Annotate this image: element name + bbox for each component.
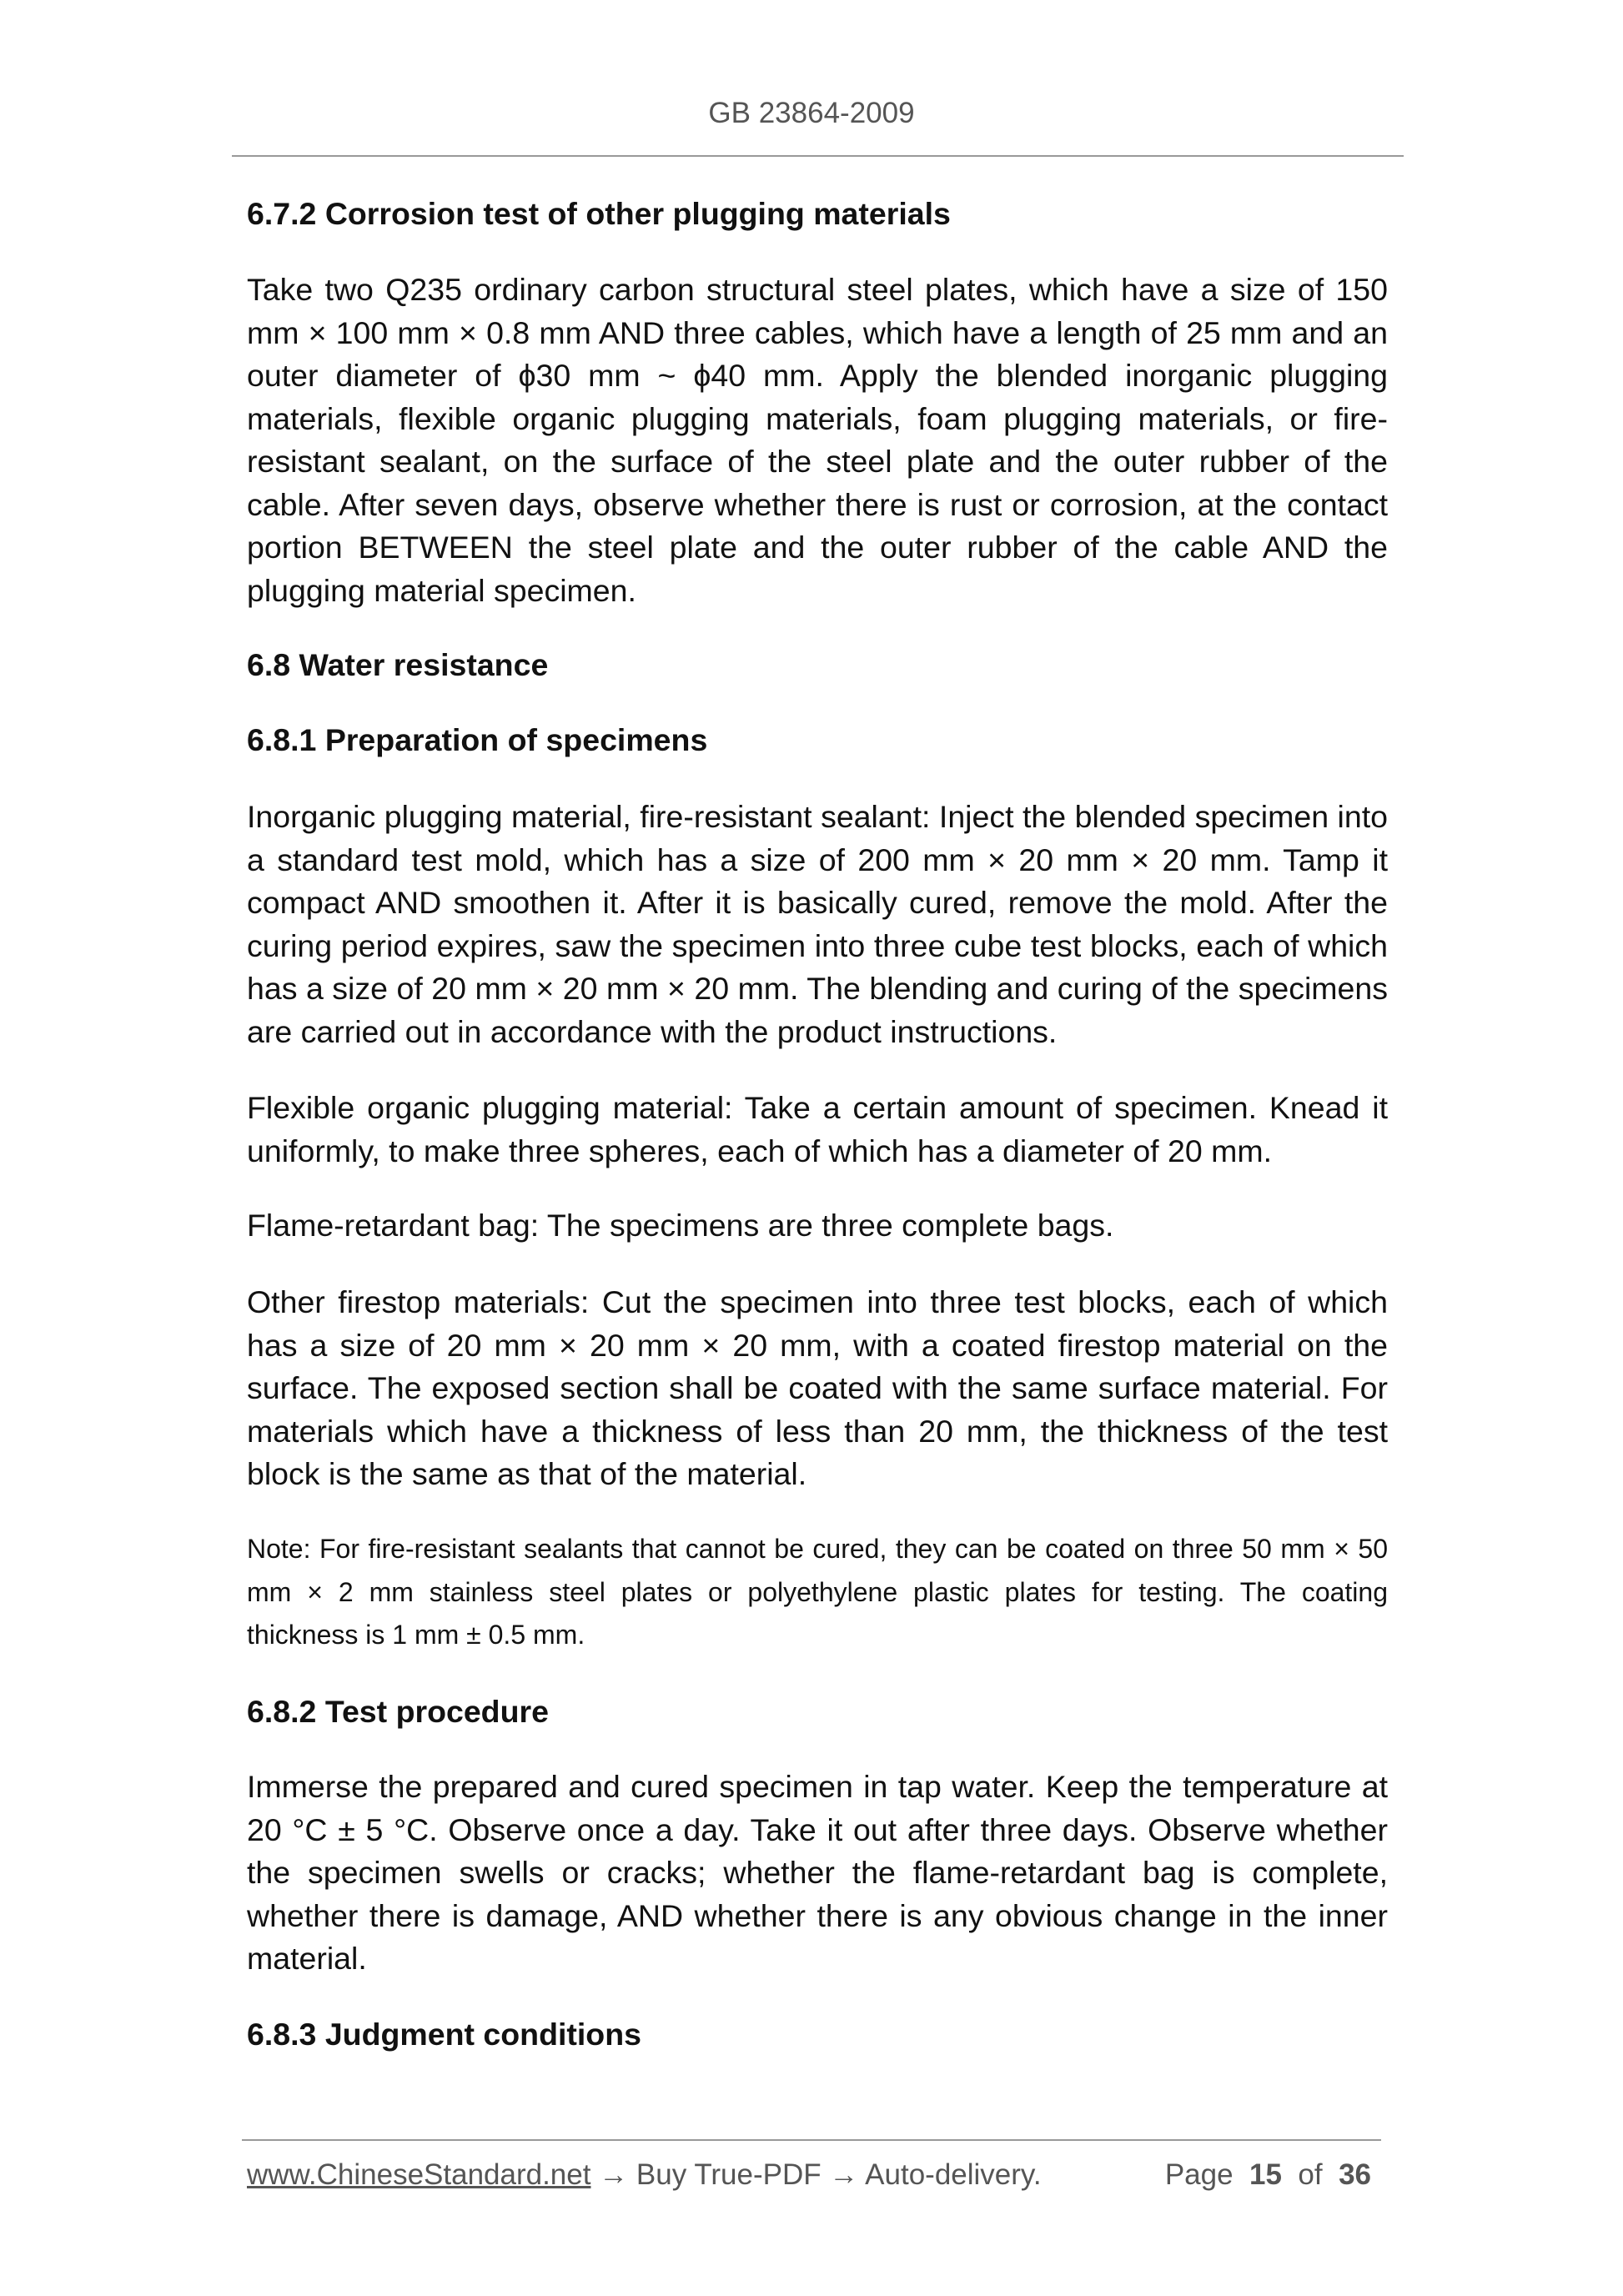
footer-divider <box>242 2139 1381 2141</box>
heading-6-7-2: 6.7.2 Corrosion test of other plugging materials <box>247 196 951 231</box>
page-label: Page <box>1164 2158 1234 2191</box>
heading-6-8-3: 6.8.3 Judgment conditions <box>247 2017 641 2052</box>
paragraph-flexible: Flexible organic plugging material: Take a certain amount of specimen. Knead it uniformly, to make three spheres, each of which has a diameter of 20 mm. <box>247 1090 1388 1168</box>
heading-6-8-1: 6.8.1 Preparation of specimens <box>247 722 708 757</box>
page-total: 36 <box>1339 2158 1371 2191</box>
header-divider <box>232 155 1404 157</box>
paragraph-6-7-2: Take two Q235 ordinary carbon structural steel plates, which have a size of 150 mm × 100 mm × 0.8 mm AND three cables, which have a length of 25 mm and an outer diameter of ϕ30 mm ~ ϕ40 mm. Apply the blended inorganic plugging materials, flexible organic plugging materials, foam plugging materials, or fire-resistant sealant, on the surface of the steel plate and the outer rubber of the cable. After seven days, observe whether there is rust or corrosion, at the contact portion BETWEEN the steel plate and the outer rubber of the cable AND the plugging material specimen. <box>247 272 1388 608</box>
heading-6-8: 6.8 Water resistance <box>247 647 549 682</box>
paragraph-test-procedure: Immerse the prepared and cured specimen in tap water. Keep the temperature at 20 °C ± 5 °C. Observe once a day. Take it out after three days. Observe whether the specimen swells or cracks; whether the flame-retardant bag is complete, whether there is damage, AND whether there is any obvious change in the inner material. <box>247 1769 1388 1976</box>
footer-promo <box>247 2158 1042 2192</box>
paragraph-flame-retardant-bag: Flame-retardant bag: The specimens are three complete bags. <box>247 1208 1114 1243</box>
paragraph-inorganic: Inorganic plugging material, fire-resistant sealant: Inject the blended specimen into a standard test mold, which has a size of 200 mm × 20 mm × 20 mm. Tamp it compact AND smoothen it. After it is basically cured, remove the mold. After the curing period expires, saw the specimen into three cube test blocks, each of which has a size of 20 mm × 20 mm × 20 mm. The blending and curing of the specimens are carried out in accordance with the product instructions. <box>247 799 1388 1049</box>
paragraph-other-firestop: Other firestop materials: Cut the specimen into three test blocks, each of which has a size of 20 mm × 20 mm × 20 mm, with a coated firestop material on the surface. The exposed section shall be coated with the same surface material. For materials which have a thickness of less than 20 mm, the thickness of the test block is the same as that of the material. <box>247 1284 1388 1491</box>
page-indicator <box>1165 2158 1371 2192</box>
document-id-header: GB 23864-2009 <box>708 97 915 129</box>
of-label: of <box>1298 2158 1323 2191</box>
website-link[interactable]: www.ChineseStandard.net <box>247 2158 591 2191</box>
page-number: 15 <box>1249 2158 1282 2191</box>
footer-tagline: → Buy True-PDF → Auto-delivery. <box>590 2158 1042 2191</box>
heading-6-8-2: 6.8.2 Test procedure <box>247 1694 549 1729</box>
footer <box>247 2158 1379 2192</box>
note: Note: For fire-resistant sealants that cannot be cured, they can be coated on three 50 mm × 50 mm × 2 mm stainless steel plates or polyethylene plastic plates for testing. The coating thickness is 1 mm ± 0.5 mm. <box>247 1534 1388 1650</box>
